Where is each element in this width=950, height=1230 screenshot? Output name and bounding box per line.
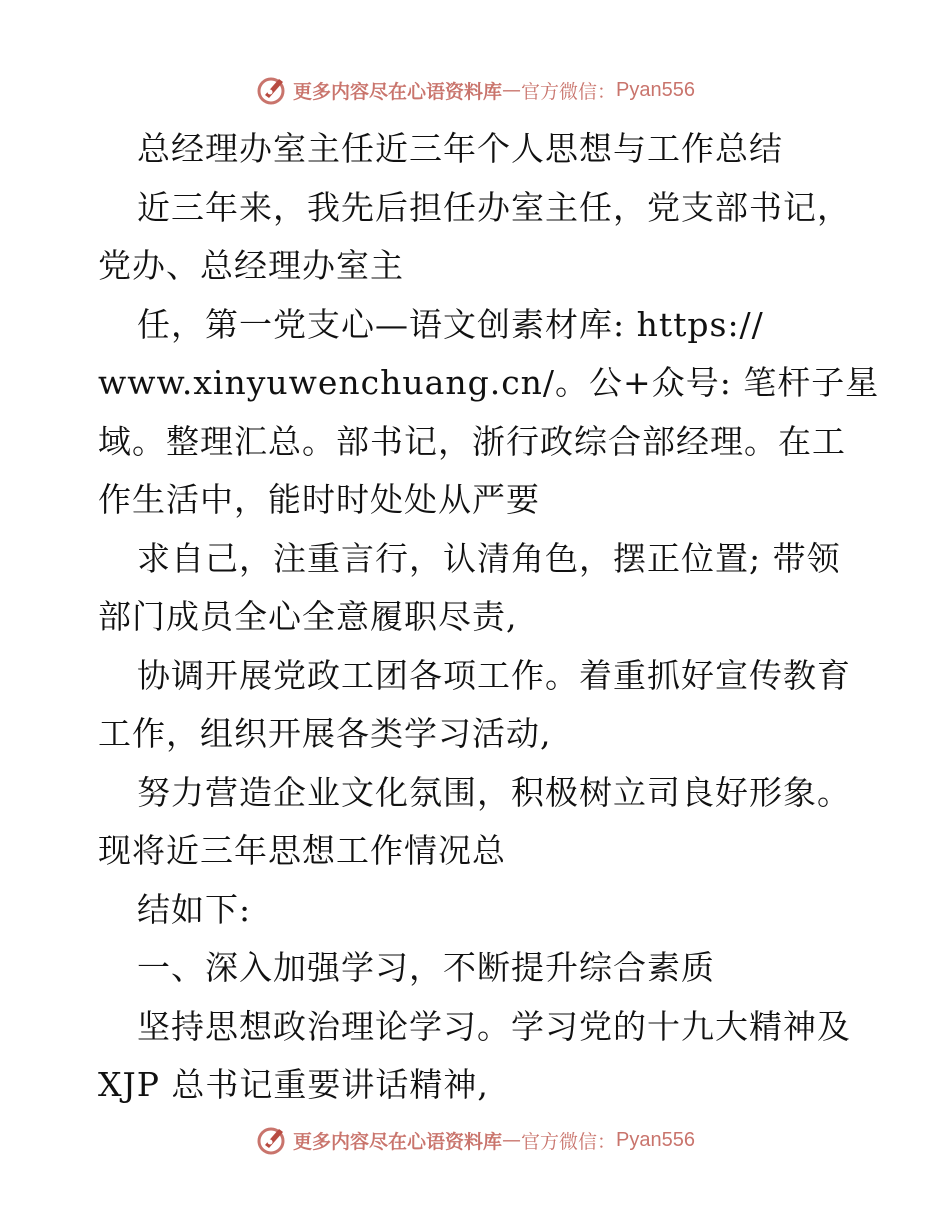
paragraph-line: XJP 总书记重要讲话精神, xyxy=(98,1065,489,1104)
pen-nib-logo-icon xyxy=(255,73,289,107)
paragraph-line: 求自己，注重言行，认清角色，摆正位置; 带领 xyxy=(137,538,841,578)
document-title: 总经理办室主任近三年个人思想与工作总结 xyxy=(137,129,783,168)
document-body xyxy=(98,120,880,1115)
paragraph-line: 作生活中，能时时处处从严要 xyxy=(98,480,540,519)
section-heading: 一、深入加强学习，不断提升综合素质 xyxy=(137,948,715,987)
footer-banner xyxy=(0,1120,950,1160)
paragraph-line: 坚持思想政治理论学习。学习党的十九大精神及 xyxy=(137,1006,851,1046)
paragraph-line: 现将近三年思想工作情况总 xyxy=(98,831,506,870)
paragraph-line: 协调开展党政工团各项工作。着重抓好宣传教育 xyxy=(137,655,851,695)
paragraph-line: 近三年来，我先后担任办室主任，党支部书记， xyxy=(137,187,851,227)
banner-wechat-id: Pyan556 xyxy=(616,1128,695,1151)
paragraph-line: 域。整理汇总。部书记，浙行政综合部经理。在工 xyxy=(98,421,846,461)
banner-separator: — xyxy=(502,1129,522,1151)
paragraph-line: 部门成员全心全意履职尽责, xyxy=(98,597,518,636)
paragraph-line: 党办、总经理办室主 xyxy=(98,246,404,285)
paragraph-line: 任，第一党支心—语文创素材库: https:// xyxy=(137,304,764,344)
paragraph-line: 工作，组织开展各类学习活动, xyxy=(98,714,552,753)
header-banner xyxy=(0,70,950,110)
banner-wechat-label: 官方微信： xyxy=(521,80,617,103)
banner-separator: — xyxy=(502,79,522,101)
paragraph-line: 结如下: xyxy=(137,889,252,929)
banner-text: 更多内容尽在心语资料库 xyxy=(293,80,503,103)
banner-wechat-label: 官方微信： xyxy=(521,1130,617,1153)
banner-text: 更多内容尽在心语资料库 xyxy=(293,1130,503,1153)
pen-nib-logo-icon xyxy=(255,1123,289,1157)
paragraph-line: 努力营造企业文化氛围，积极树立司良好形象。 xyxy=(137,772,851,812)
paragraph-line: www.xinyuwenchuang.cn/。公+众号: 笔杆子星 xyxy=(98,363,880,402)
banner-wechat-id: Pyan556 xyxy=(616,78,695,101)
